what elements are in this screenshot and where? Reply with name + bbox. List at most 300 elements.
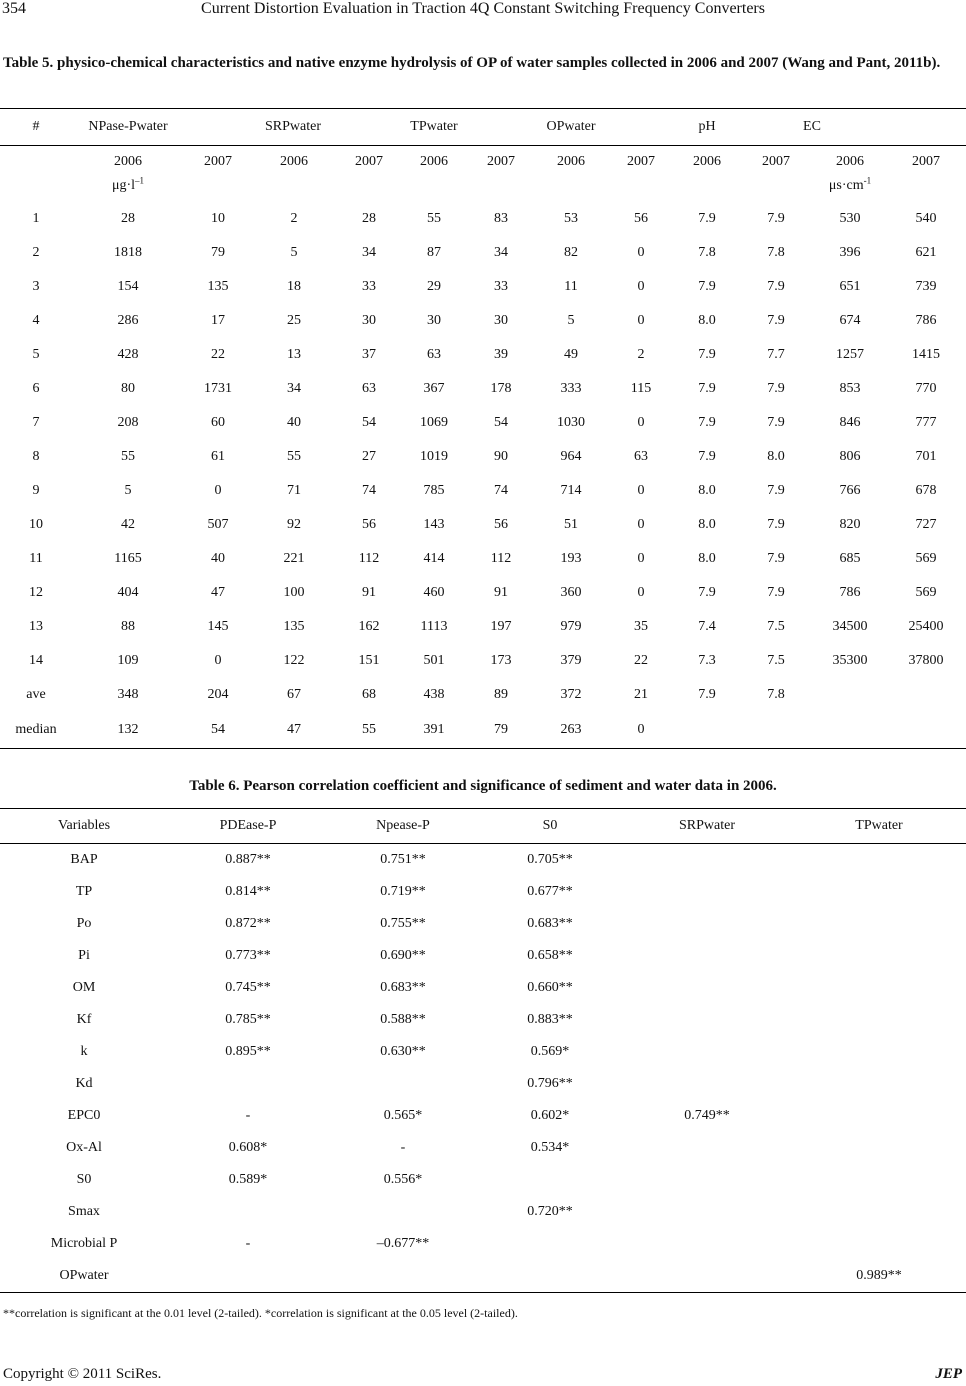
table5-row [0,202,966,236]
table-cell: 0.534* [530,1140,570,1155]
table-cell: 0.588** [380,1012,426,1027]
table-cell: 0.565* [383,1108,423,1123]
table-cell: 770 [915,381,937,396]
table6-row [0,1164,966,1196]
table-cell: 2 [637,347,645,362]
table-cell: 846 [839,415,861,430]
table-cell: 979 [560,619,582,634]
table-cell: 61 [211,449,225,464]
table-cell: 193 [560,551,582,566]
table5-row [0,542,966,576]
table6-row [0,940,966,972]
table-cell: 0 [214,483,222,498]
page-number: 354 [2,0,26,17]
table-cell [792,1100,966,1132]
table6-caption: Table 6. Pearson correlation coefficient and significance of sediment and water data in 2006. [189,778,777,794]
table-cell [792,1196,966,1228]
table-cell: 4 [32,313,40,328]
unit-conductivity: $\mu s\cdot cm^{-1}$ [828,175,872,193]
table-cell: 7.9 [767,313,785,328]
table6-row [0,908,966,940]
table-cell: 91 [494,585,508,600]
table-cell: 92 [287,517,301,532]
table5-row [0,406,966,440]
table-cell: - [245,1108,251,1123]
table-cell: 507 [207,517,229,532]
table-cell: 55 [287,449,301,464]
table-cell: 786 [915,313,937,328]
table-cell: 37800 [908,653,944,668]
table-cell: 2 [32,245,40,260]
table-cell: 0.683** [380,980,426,995]
table-cell: 674 [839,313,861,328]
year-cell: 2007 [204,154,232,169]
table-cell: 7.9 [698,585,716,600]
table-cell: 1415 [912,347,940,362]
table-cell: 0.589* [228,1172,268,1187]
table-cell: 5 [290,245,298,260]
table6-header-cell: SRPwater [622,809,792,844]
table-cell: 7.8 [698,245,716,260]
table-cell: 7.9 [698,279,716,294]
table-cell [328,1196,478,1228]
table-cell: 0.895** [225,1044,271,1059]
table5-unit-row [0,178,966,202]
table-cell: 39 [494,347,508,362]
table-cell: 501 [423,653,445,668]
table-cell: 100 [283,585,305,600]
table-cell: 379 [560,653,582,668]
table-cell: 87 [427,245,441,260]
table-cell: 42 [121,517,135,532]
table-cell: 109 [117,653,139,668]
table-cell: 1030 [557,415,585,430]
table-cell: 414 [423,551,445,566]
table-cell: 530 [839,211,861,226]
table-cell: 0.755** [380,916,426,931]
table6-row [0,1196,966,1228]
table-cell: 7.9 [698,211,716,226]
table-cell: 22 [634,653,648,668]
table-cell: 5 [32,347,40,362]
table6-header-cell: PDEase-P [168,809,328,844]
table-cell: 67 [287,687,301,702]
table-cell: 396 [839,245,861,260]
table6-footnote: **correlation is significant at the 0.01 level (2-tailed). *correlation is significant at the 0.05 level (2-tailed). [3,1306,518,1320]
table-cell: 60 [211,415,225,430]
table-cell: 0 [637,517,645,532]
table-cell: 540 [915,211,937,226]
table-cell: 685 [839,551,861,566]
table-cell: 806 [839,449,861,464]
table-cell [738,712,814,749]
table-cell: 56 [634,211,648,226]
table-cell: 162 [358,619,380,634]
table-cell: 0.989** [792,1260,966,1293]
table-cell: 7.9 [767,517,785,532]
table6-row [0,1068,966,1100]
unit-concentration: $\mu g\cdot l^{-1}$ [111,175,145,193]
table-cell: k [80,1044,88,1059]
table-cell: 0.677** [527,884,573,899]
table-cell [792,972,966,1004]
table6-header-row [0,809,966,844]
table-cell [792,1132,966,1164]
table-cell: 83 [494,211,508,226]
table-cell: 391 [402,712,466,749]
table-cell: 91 [362,585,376,600]
table5-row [0,270,966,304]
table-cell: 28 [121,211,135,226]
table-cell [622,908,792,940]
table-cell [622,1228,792,1260]
table-cell: 28 [362,211,376,226]
table5-row [0,338,966,372]
table-cell: 8.0 [698,483,716,498]
table-cell: 9 [32,483,40,498]
table-cell: 154 [117,279,139,294]
table-cell: 0.883** [527,1012,573,1027]
table-cell: 8 [32,449,40,464]
table-cell: 7.9 [767,415,785,430]
table-cell: Ox-Al [66,1140,102,1155]
table-cell [168,1260,328,1293]
table-cell: 0.749** [684,1108,730,1123]
table5-header-cell: EC [738,109,886,146]
table-cell: 263 [536,712,606,749]
table-cell [792,876,966,908]
table-cell: 34 [362,245,376,260]
table-cell: 79 [211,245,225,260]
table-cell: 0.719** [380,884,426,899]
table-cell [622,1068,792,1100]
table-cell [478,1228,622,1260]
table-cell [622,972,792,1004]
table-cell [622,1260,792,1293]
table-cell: 348 [117,687,139,702]
table-cell: 428 [117,347,139,362]
year-cell: 2006 [114,154,142,169]
table-cell: 739 [915,279,937,294]
table-cell: 964 [560,449,582,464]
table-cell: 55 [121,449,135,464]
table6-row [0,1260,966,1293]
table-cell: 29 [427,279,441,294]
table-cell: OM [72,980,96,995]
table-cell [814,678,886,712]
table-cell: 0.814** [225,884,271,899]
table-cell: Kd [75,1076,93,1091]
table-cell [622,1004,792,1036]
table-cell: 438 [423,687,445,702]
table-cell: 7.5 [767,619,785,634]
table6-row [0,972,966,1004]
table-cell: 460 [423,585,445,600]
page-header [0,0,966,22]
table-cell: 7.9 [698,687,716,702]
table-cell: 178 [490,381,512,396]
table-cell: 820 [839,517,861,532]
year-cell: 2006 [280,154,308,169]
table-cell [168,1196,328,1228]
table-cell: 89 [494,687,508,702]
table-cell: Pi [78,948,90,963]
table-cell [622,1132,792,1164]
table-cell: 8.0 [698,313,716,328]
table-cell: OPwater [0,1260,168,1293]
table-cell: 74 [494,483,508,498]
table-cell: 135 [283,619,305,634]
table-cell: 34 [287,381,301,396]
table5-header-cell: TPwater [402,109,466,146]
table-cell: 1113 [420,619,448,634]
table6-row [0,844,966,877]
table-cell: 333 [560,381,582,396]
table-cell: S0 [76,1172,92,1187]
table5-row [0,712,966,749]
table-cell [622,1164,792,1196]
table-cell: 88 [121,619,135,634]
table-cell: EPC0 [67,1108,101,1123]
table-cell: 13 [287,347,301,362]
table-cell: 0 [637,415,645,430]
table-cell: 204 [207,687,229,702]
table-cell: 0 [637,483,645,498]
table6-row [0,1100,966,1132]
table-cell: 7.8 [767,687,785,702]
table5-row [0,678,966,712]
table-cell [328,1068,478,1100]
year-cell: 2007 [762,154,790,169]
table-cell: 12 [29,585,43,600]
table-cell: 145 [207,619,229,634]
table5-row [0,440,966,474]
table-cell: 34500 [832,619,868,634]
table-cell: 79 [466,712,536,749]
table-cell: 786 [839,585,861,600]
table-cell: 112 [358,551,380,566]
table-cell: 25 [287,313,301,328]
table-cell: 569 [915,585,937,600]
table-cell: - [400,1140,406,1155]
table-cell: median [0,712,72,749]
table-cell: 7.8 [767,245,785,260]
table-cell: 1 [32,211,40,226]
table-cell: 68 [362,687,376,702]
table-cell [622,940,792,972]
table-cell: 56 [362,517,376,532]
table-cell: 49 [564,347,578,362]
table-cell: 785 [423,483,445,498]
table-cell: 0.569* [530,1044,570,1059]
table-cell: 90 [494,449,508,464]
table-cell: 1165 [114,551,142,566]
table-cell: 0.608* [228,1140,268,1155]
running-title: Current Distortion Evaluation in Traction 4Q Constant Switching Frequency Converters [201,0,765,17]
table-cell: 35300 [832,653,868,668]
table-cell: 8.0 [698,551,716,566]
table5-row [0,304,966,338]
table5-header-row [0,109,966,146]
table-cell: 1069 [420,415,448,430]
table5-row [0,236,966,270]
table-cell: 54 [184,712,252,749]
table5-header-cell: # [0,109,72,146]
table-cell: 17 [211,313,225,328]
table-cell: 55 [336,712,402,749]
table-cell: 47 [211,585,225,600]
year-cell: 2007 [487,154,515,169]
table-cell: 10 [211,211,225,226]
table-cell: 53 [564,211,578,226]
table-cell: 0.705** [527,852,573,867]
table-cell: 6 [32,381,40,396]
table-cell: 0.785** [225,1012,271,1027]
table-cell: 54 [362,415,376,430]
table-cell: 14 [29,653,43,668]
table5-row [0,508,966,542]
table-cell: 0.745** [225,980,271,995]
table-cell: 30 [427,313,441,328]
table-cell: 22 [211,347,225,362]
table-cell: 112 [490,551,512,566]
table-cell: 0 [637,245,645,260]
table-cell: 30 [494,313,508,328]
table-cell: 63 [362,381,376,396]
table-cell: 7.9 [698,415,716,430]
table6-row [0,1036,966,1068]
table6-row [0,1228,966,1260]
table-cell [676,712,738,749]
table6-row [0,1132,966,1164]
table-cell: 40 [287,415,301,430]
table6-header-cell: S0 [478,809,622,844]
table5-row [0,576,966,610]
table-cell: 74 [362,483,376,498]
table5-body [0,202,966,749]
table-cell [792,1228,966,1260]
table-cell: 10 [29,517,43,532]
table-cell: 7 [32,415,40,430]
table-cell: 71 [287,483,301,498]
table-cell [328,1260,478,1293]
table-cell [792,1036,966,1068]
table-cell: 853 [839,381,861,396]
table-cell: 8.0 [698,517,716,532]
table-cell: 621 [915,245,937,260]
table-cell: 5 [124,483,132,498]
table-cell: 18 [287,279,301,294]
table-cell: 766 [839,483,861,498]
table-cell: 7.9 [767,585,785,600]
table-cell: - [245,1236,251,1251]
table-cell [478,1164,622,1196]
table-cell [792,940,966,972]
table-cell: 54 [494,415,508,430]
year-cell: 2007 [912,154,940,169]
table-cell: 367 [423,381,445,396]
table-cell: 5 [567,313,575,328]
table-cell: 151 [358,653,380,668]
table-cell: 13 [29,619,43,634]
table-cell: 33 [362,279,376,294]
table-cell: 0.630** [380,1044,426,1059]
table-cell: 27 [362,449,376,464]
table5-row [0,474,966,508]
table-cell: 7.9 [698,347,716,362]
table-cell: BAP [70,852,98,867]
table-cell: TP [75,884,93,899]
table-cell [168,1068,328,1100]
table-cell: 0.683** [527,916,573,931]
table-cell: 7.9 [767,279,785,294]
table-cell: –0.677** [376,1236,430,1251]
table-cell: 1257 [836,347,864,362]
table-cell: 714 [560,483,582,498]
table-cell: 0 [637,313,645,328]
table-cell: 0 [214,653,222,668]
table-cell: 1019 [420,449,448,464]
table-cell: 0.658** [527,948,573,963]
table-cell: 0.660** [527,980,573,995]
year-cell: 2007 [355,154,383,169]
table5-header-cell: OPwater [466,109,676,146]
table6-body [0,844,966,1293]
table-cell: 7.9 [767,381,785,396]
year-cell: 2006 [420,154,448,169]
table-cell: 0.872** [225,916,271,931]
table-cell [622,1196,792,1228]
table-cell: 82 [564,245,578,260]
table-cell: 122 [283,653,305,668]
table-cell [792,908,966,940]
table-cell: 0.690** [380,948,426,963]
table6-row [0,876,966,908]
table-cell [478,1260,622,1293]
table-cell: 40 [211,551,225,566]
table-cell: 678 [915,483,937,498]
table-cell: 173 [490,653,512,668]
table-cell [814,712,886,749]
table-cell [792,844,966,877]
table-cell: 63 [634,449,648,464]
table-cell [792,1164,966,1196]
table-cell [792,1004,966,1036]
table-cell: Microbial P [50,1236,118,1251]
table-cell: 135 [207,279,229,294]
table-cell: 0.751** [380,852,426,867]
table-cell: 7.9 [767,483,785,498]
table-cell: 286 [117,313,139,328]
copyright-notice: Copyright © 2011 SciRes. [3,1366,162,1382]
table5-row [0,644,966,678]
table-cell: 727 [915,517,937,532]
table5-header-cell: pH [676,109,738,146]
table-cell: 143 [423,517,445,532]
year-cell: 2006 [836,154,864,169]
table-cell: 569 [915,551,937,566]
table-cell: 221 [283,551,305,566]
table5-caption: Table 5. physico-chemical characteristics and native enzyme hydrolysis of OP of water samples collected in 2006 and 2007 (Wang and Pant, 2011b). [3,55,941,71]
table-cell: 404 [117,585,139,600]
table5-header-cell: SRPwater [184,109,402,146]
table-cell: 33 [494,279,508,294]
table-cell: 56 [494,517,508,532]
table-cell: 7.9 [767,551,785,566]
year-cell: 2006 [693,154,721,169]
journal-abbreviation: JEP [935,1366,962,1382]
table-cell: 0 [637,551,645,566]
